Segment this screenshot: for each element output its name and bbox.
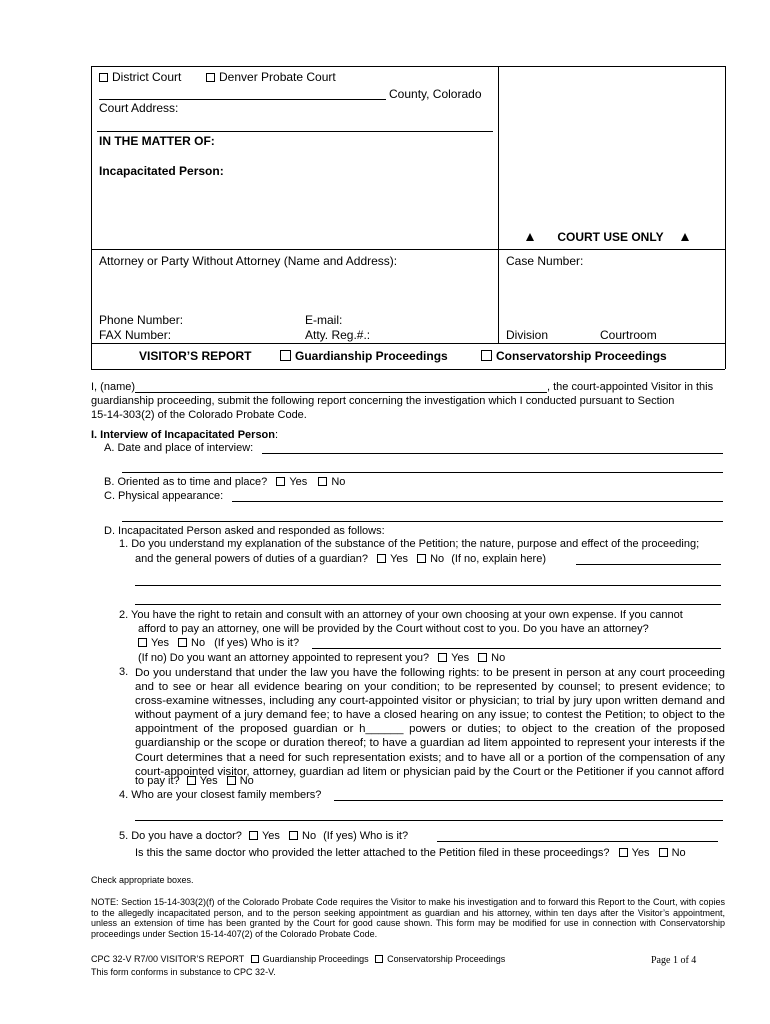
checkbox-icon (375, 955, 383, 963)
q4-family-line[interactable] (334, 800, 723, 801)
q2-line-1: 2. You have the right to retain and consult with an attorney of your own choosing at your own expense. If you cannot (119, 609, 683, 621)
fax-label: FAX Number: (99, 328, 172, 342)
checkbox-icon[interactable] (280, 350, 291, 361)
q5-yes[interactable]: Yes (249, 830, 280, 842)
q5-no[interactable]: No (289, 830, 316, 842)
q2-want-no[interactable]: No (478, 652, 505, 664)
checkbox-icon[interactable] (206, 73, 215, 82)
intro-line-3: 15-14-303(2) of the Colorado Probate Code. (91, 409, 307, 421)
footer-conservatorship: Conservatorship Proceedings (375, 954, 505, 964)
court-address-label: Court Address: (99, 101, 179, 115)
checkbox-icon[interactable] (249, 831, 258, 840)
court-address-line[interactable] (97, 131, 493, 132)
q4-family-line-2[interactable] (135, 820, 723, 821)
checkbox-icon[interactable] (178, 638, 187, 647)
up-arrow-icon (681, 233, 689, 241)
interview-date-line[interactable] (262, 453, 723, 454)
q4-label: 4. Who are your closest family members? (119, 789, 322, 801)
phone-label: Phone Number: (99, 313, 184, 327)
matter-label: IN THE MATTER OF: (99, 134, 215, 148)
guardianship-option[interactable]: Guardianship Proceedings (280, 349, 448, 363)
q3-number: 3. (119, 666, 129, 678)
atty-reg-label: Atty. Reg.#.: (305, 328, 371, 342)
oriented-question: B. Oriented as to time and place? Yes No (104, 476, 346, 488)
q2-attorney-line[interactable] (312, 648, 721, 649)
q5-line-2: Is this the same doctor who provided the letter attached to the Petition filed in these proceedings? Yes No (135, 847, 686, 859)
q2-line-3: Yes No (If yes) Who is it? (138, 637, 299, 649)
physical-appearance-line[interactable] (232, 501, 723, 502)
responses-label: D. Incapacitated Person asked and responded as follows: (104, 525, 385, 537)
up-arrow-icon (526, 233, 534, 241)
case-number-label: Case Number: (506, 254, 584, 268)
checkbox-icon[interactable] (318, 477, 327, 486)
q3-yes[interactable]: Yes (187, 775, 218, 787)
checkbox-icon[interactable] (276, 477, 285, 486)
incapacitated-person-label: Incapacitated Person: (99, 164, 224, 178)
division-label: Division (506, 328, 549, 342)
footer-form-line: CPC 32-V R7/00 VISITOR’S REPORT Guardianship Proceedings Conservatorship Proceedings (91, 954, 506, 964)
courtroom-label: Courtroom (600, 328, 657, 342)
checkbox-icon[interactable] (138, 638, 147, 647)
q5-doctor-line[interactable] (437, 841, 718, 842)
q1-line-2: and the general powers of duties of a guardian? Yes No (If no, explain here) (135, 553, 546, 565)
checkbox-icon[interactable] (659, 848, 668, 857)
interview-date-label: A. Date and place of interview: (104, 442, 254, 454)
visitor-name-line[interactable] (135, 392, 547, 393)
q2-line-2: afford to pay an attorney, one will be provided by the Court without cost to you. Do you have an attorney? (138, 623, 649, 635)
q2-want-yes[interactable]: Yes (438, 652, 469, 664)
county-label: County, Colorado (389, 87, 482, 101)
q3-text: Do you understand that under the law you have the following rights: to be present in person at any court proceeding and to see or hear all evidence bearing on your condition; to be represented by counsel; to present evidence; to cross-examine witnesses, including any court-appointed visitor or physician; to trial by jury upon written demand and without payment of a jury demand fee; to have a closed hearing on any issue; to contest the Petition; to object to the appointment of the proposed guardian or h______ powers or duties; to object to the creation of the proposed guardianship or the scope or duration thereof; to have a guardian ad litem appointed to represent your interests if the Court determines that a need for such representation exists; and to have all or a portion of the compensation of any court-appointed visitor, attorney, guardian ad litem or physician paid by the Court or the Petitioner if you cannot afford (135, 667, 725, 778)
footer-guardianship: Guardianship Proceedings (251, 954, 369, 964)
denver-probate-court-option[interactable]: Denver Probate Court (206, 70, 336, 84)
checkbox-icon[interactable] (227, 776, 236, 785)
intro-prefix: I, (name) (91, 381, 136, 393)
checkbox-icon[interactable] (187, 776, 196, 785)
checkbox-icon[interactable] (417, 554, 426, 563)
q2-yes[interactable]: Yes (138, 637, 169, 649)
interview-place-line[interactable] (122, 472, 723, 473)
physical-appearance-line-2[interactable] (122, 521, 723, 522)
footer-conforms: This form conforms in substance to CPC 32-V. (91, 967, 276, 977)
q3-last-line: to pay it? Yes No (135, 775, 254, 787)
q1-explain-line-3[interactable] (135, 604, 721, 605)
email-label: E-mail: (305, 313, 343, 327)
oriented-yes[interactable]: Yes (276, 476, 307, 488)
oriented-no[interactable]: No (318, 476, 345, 488)
checkbox-icon[interactable] (289, 831, 298, 840)
page-number: Page 1 of 4 (651, 955, 697, 966)
check-boxes-note: Check appropriate boxes. (91, 875, 194, 885)
section-heading: I. Interview of Incapacitated Person: (91, 429, 279, 441)
conservatorship-option[interactable]: Conservatorship Proceedings (481, 349, 667, 363)
q2-line-4: (If no) Do you want an attorney appointed to represent you? Yes No (138, 652, 506, 664)
intro-line-2: guardianship proceeding, submit the following report concerning the investigation which I conducted pursuant to Section (91, 395, 675, 407)
q1-yes[interactable]: Yes (377, 553, 408, 565)
court-use-only: COURT USE ONLY (526, 230, 689, 244)
checkbox-icon (251, 955, 259, 963)
report-title: VISITOR’S REPORT (139, 349, 252, 363)
q5-same-no[interactable]: No (659, 847, 686, 859)
q1-explain-line[interactable] (576, 564, 721, 565)
physical-appearance-label: C. Physical appearance: (104, 490, 224, 502)
q1-line-1: 1. Do you understand my explanation of the substance of the Petition; the nature, purpose and effect of the proceeding; (119, 538, 700, 550)
checkbox-icon[interactable] (619, 848, 628, 857)
intro-suffix: , the court-appointed Visitor in this (547, 381, 714, 393)
attorney-label: Attorney or Party Without Attorney (Name and Address): (99, 254, 398, 268)
checkbox-icon[interactable] (478, 653, 487, 662)
q1-no[interactable]: No (417, 553, 444, 565)
checkbox-icon[interactable] (438, 653, 447, 662)
checkbox-icon[interactable] (481, 350, 492, 361)
checkbox-icon[interactable] (377, 554, 386, 563)
statutory-note: NOTE: Section 15-14-303(2)(f) of the Colorado Probate Code requires the Visitor to make his investigation and to forward this Report to the Court, with copies to the allegedly incapacitated person, and to the person seeking appointment as guardian and his attorney, within ten days after the Visitor’s appointment, unless an extension of time has been granted by the Court for good cause shown. This form may be modified for use in connection with Conservatorship proceedings under Section 15-14-407(2) of the Colorado Probate Code. (91, 897, 725, 939)
q1-explain-line-2[interactable] (135, 585, 721, 586)
q5-line-1: 5. Do you have a doctor? Yes No (If yes) Who is it? (119, 830, 409, 842)
q2-no[interactable]: No (178, 637, 205, 649)
county-line[interactable] (99, 99, 386, 100)
district-court-option[interactable]: District Court (99, 70, 181, 84)
checkbox-icon[interactable] (99, 73, 108, 82)
q3-no[interactable]: No (227, 775, 254, 787)
q5-same-yes[interactable]: Yes (619, 847, 650, 859)
